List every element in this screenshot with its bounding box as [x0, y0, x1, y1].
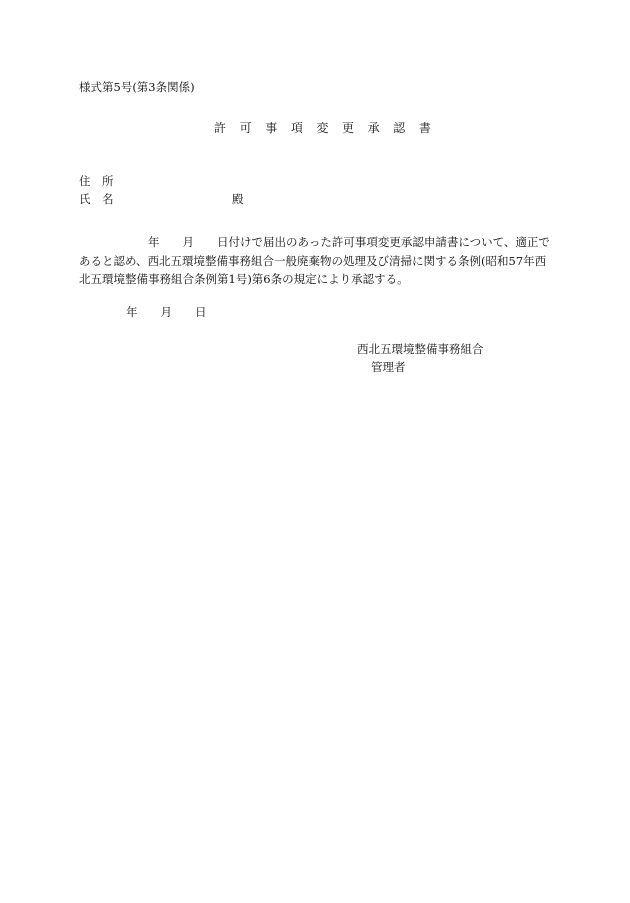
- body-line: 年 月 日付けで届出のあった許可事項変更承認申請書について、適正で: [79, 235, 550, 249]
- title-char: 事: [265, 121, 278, 135]
- title-char: 認: [393, 121, 406, 135]
- form-number: 様式第5号(第3条関係): [79, 80, 195, 94]
- title-char: 許: [214, 121, 227, 135]
- issuer-title: 管理者: [371, 360, 406, 374]
- title-char: 可: [239, 121, 252, 135]
- issuer-organization: 西北五環境整備事務組合: [357, 342, 484, 356]
- issue-date: 年 月 日: [126, 305, 207, 319]
- title-char: 書: [418, 121, 431, 135]
- title-char: 更: [342, 121, 355, 135]
- approval-body: [79, 233, 553, 289]
- title-char: 変: [316, 121, 329, 135]
- body-line: あると認め、西北五環境整備事務組合一般廃棄物の処理及び清掃に関する条例(昭和57年西: [79, 253, 547, 268]
- honorific: 殿: [232, 192, 244, 206]
- document-title: [214, 122, 431, 134]
- name-label: 氏 名: [79, 192, 114, 206]
- title-char: 承: [367, 121, 380, 135]
- body-line: 北五環境整備事務組合条例第1号)第6条の規定により承認する。: [79, 272, 409, 286]
- title-char: 項: [290, 121, 303, 135]
- address-label: 住 所: [79, 174, 114, 188]
